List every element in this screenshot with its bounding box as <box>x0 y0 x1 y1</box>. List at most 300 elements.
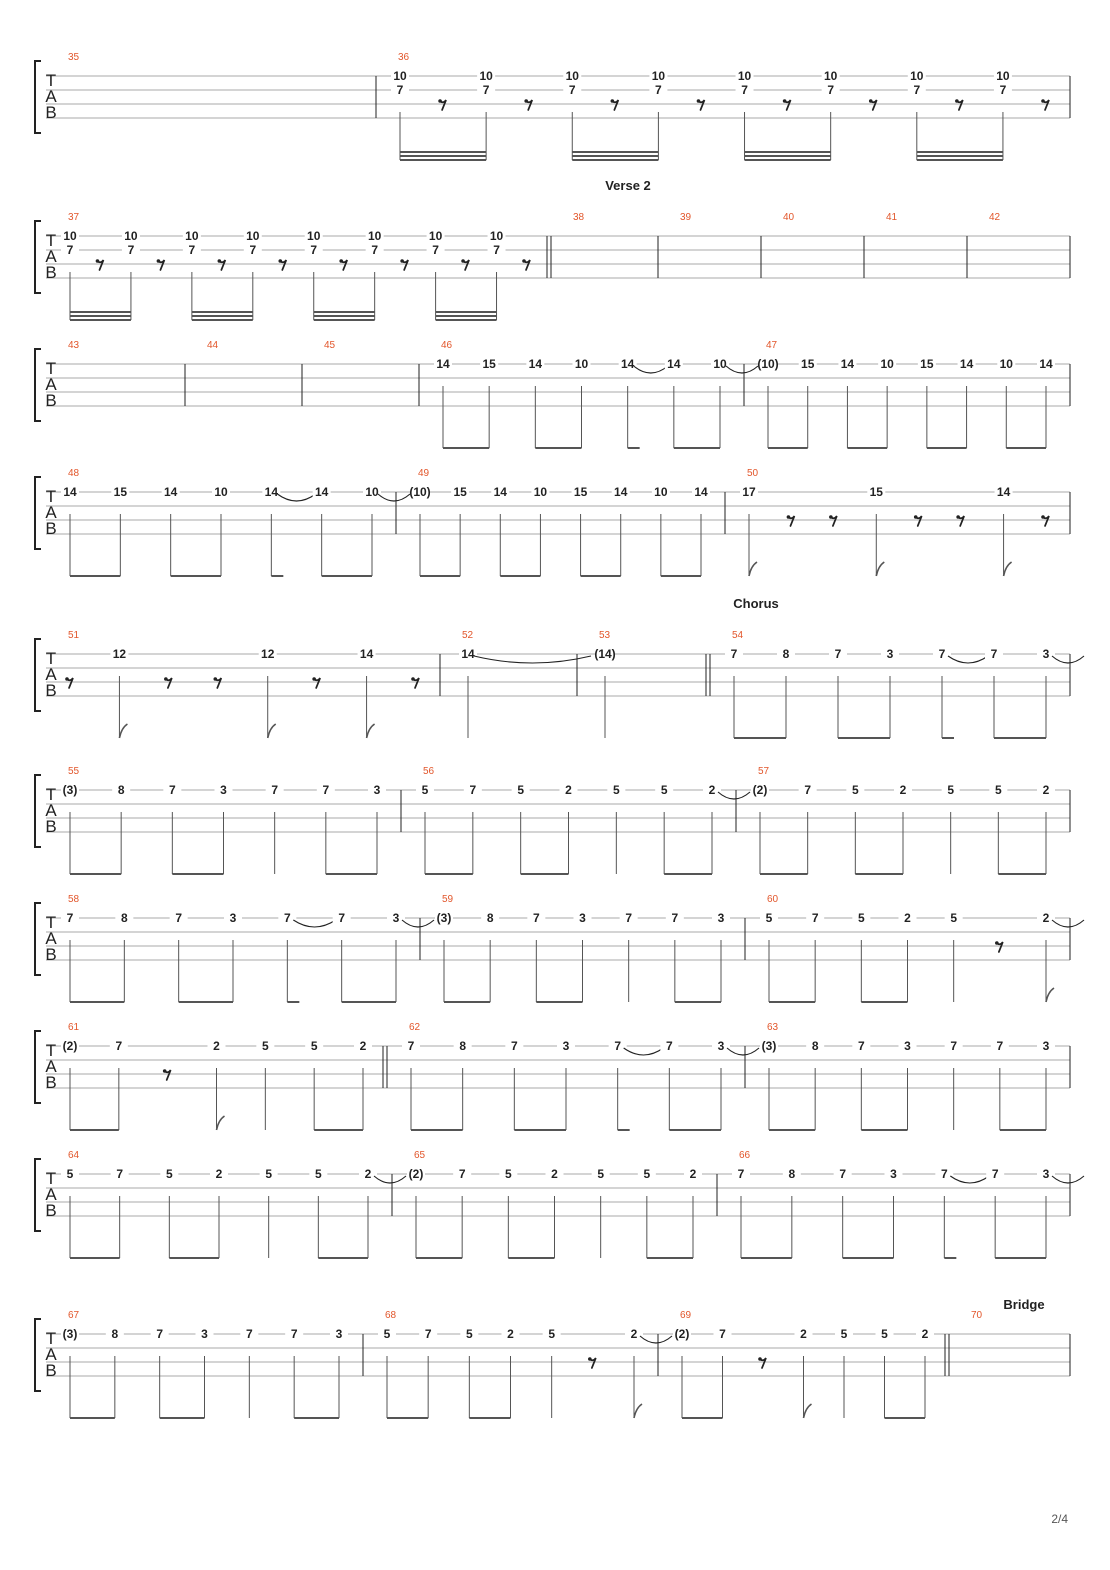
fret-number: 7 <box>469 783 477 797</box>
fret-number: 3 <box>373 783 381 797</box>
fret-number: 10 <box>365 485 379 499</box>
fret-number: 7 <box>730 647 738 661</box>
fret-number: 8 <box>117 783 125 797</box>
fret-number: 14 <box>1039 357 1053 371</box>
fret-number: 5 <box>261 1039 269 1053</box>
system-bracket <box>35 775 41 847</box>
measure-number: 60 <box>767 894 779 905</box>
rest-symbol-dot <box>278 259 282 263</box>
fret-number: 7 <box>115 1039 123 1053</box>
tie-arc <box>402 920 434 927</box>
fret-number: 10 <box>185 229 199 243</box>
fret-number: 3 <box>229 911 237 925</box>
fret-number: 10 <box>565 69 579 83</box>
fret-number: 12 <box>261 647 275 661</box>
rest-symbol-dot <box>611 99 615 103</box>
fret-number: 15 <box>573 485 588 499</box>
tab-clef-letter: A <box>45 1345 57 1364</box>
fret-number: 14 <box>667 357 681 371</box>
fret-number: 5 <box>857 911 865 925</box>
fret-number: 3 <box>562 1039 570 1053</box>
tab-clef-letter: A <box>45 375 57 394</box>
rest-symbol-dot <box>400 259 404 263</box>
tab-clef-letter: T <box>45 785 57 804</box>
measure-number: 67 <box>68 1310 80 1321</box>
fret-number: 2 <box>364 1167 372 1181</box>
fret-number: 3 <box>220 783 227 797</box>
rest-symbol-dot <box>787 515 791 519</box>
fret-number: 7 <box>737 1167 745 1181</box>
fret-number: 5 <box>265 1167 273 1181</box>
tab-clef-letter: A <box>45 503 57 522</box>
tab-clef-letter: T <box>45 1329 57 1348</box>
fret-number: 7 <box>532 911 540 925</box>
fret-number: 3 <box>890 1167 897 1181</box>
fret-number: (2) <box>62 1039 78 1053</box>
fret-number: 15 <box>482 357 496 371</box>
measure-number: 68 <box>385 1310 397 1321</box>
tab-clef-letter: B <box>45 103 57 122</box>
fret-number: 2 <box>904 911 911 925</box>
tab-clef-letter: T <box>45 359 57 378</box>
rest-symbol-dot <box>697 99 701 103</box>
fret-number: (3) <box>761 1039 777 1053</box>
fret-number: 3 <box>904 1039 911 1053</box>
fret-number: (10) <box>757 357 779 371</box>
rest-symbol-dot <box>783 99 787 103</box>
tie-arc <box>1052 1176 1084 1183</box>
fret-number: 2 <box>551 1167 558 1181</box>
fret-number: 3 <box>392 911 400 925</box>
fret-number: 3 <box>1042 647 1050 661</box>
tab-clef-letter: B <box>45 1361 57 1380</box>
tie-arc <box>726 366 758 373</box>
tie-arc <box>718 792 750 799</box>
fret-number: (14) <box>594 647 616 661</box>
fret-number: 7 <box>396 83 404 97</box>
measure-number: 62 <box>409 1022 421 1033</box>
rest-symbol-dot <box>758 1357 762 1361</box>
fret-number: (3) <box>62 1327 78 1341</box>
measure-number: 45 <box>324 340 336 351</box>
fret-number: 7 <box>999 83 1007 97</box>
tie-arc <box>640 1336 672 1343</box>
note-flag <box>367 724 375 738</box>
rest-symbol-dot <box>1041 99 1045 103</box>
fret-number: 3 <box>1042 1039 1050 1053</box>
fret-number: 14 <box>528 357 543 371</box>
fret-number: 14 <box>314 485 329 499</box>
fret-number: 7 <box>741 83 748 97</box>
tab-system <box>35 212 1070 320</box>
fret-number: 15 <box>113 485 128 499</box>
measure-number: 69 <box>680 1310 692 1321</box>
fret-number: 7 <box>625 911 633 925</box>
tab-clef-letter: T <box>45 913 57 932</box>
fret-number: 3 <box>717 911 725 925</box>
fret-number: 5 <box>421 783 429 797</box>
tab-clef-letter: A <box>45 801 57 820</box>
fret-number: 10 <box>489 229 504 243</box>
fret-number: 14 <box>264 485 279 499</box>
fret-number: 2 <box>359 1039 367 1053</box>
tab-clef-letter: A <box>45 87 57 106</box>
rest-symbol-dot <box>163 1069 167 1073</box>
tab-system <box>35 52 1070 160</box>
tab-system <box>35 1310 1070 1418</box>
fret-number: 7 <box>991 1167 999 1181</box>
measure-number: 66 <box>739 1150 751 1161</box>
fret-number: 10 <box>651 69 666 83</box>
fret-number: 7 <box>811 911 819 925</box>
fret-number: 10 <box>713 357 727 371</box>
fret-number: 2 <box>1042 783 1050 797</box>
fret-number: 5 <box>994 783 1002 797</box>
measure-number: 57 <box>758 766 770 777</box>
tab-clef-letter: A <box>45 1057 57 1076</box>
fret-number: 15 <box>453 485 467 499</box>
fret-number: 14 <box>840 357 855 371</box>
fret-number: 7 <box>804 783 812 797</box>
fret-number: 10 <box>214 485 228 499</box>
measure-number: 50 <box>747 468 759 479</box>
fret-number: 2 <box>215 1167 223 1181</box>
fret-number: 7 <box>249 243 257 257</box>
tie-arc <box>293 920 335 927</box>
fret-number: 14 <box>614 485 628 499</box>
measure-number: 64 <box>68 1150 80 1161</box>
tab-system <box>35 630 1084 738</box>
tab-clef-letter: B <box>45 1201 57 1220</box>
fret-number: 5 <box>504 1167 512 1181</box>
tab-clef-letter: B <box>45 945 57 964</box>
page-number: 2/4 <box>1051 1512 1068 1526</box>
rest-symbol-dot <box>157 259 161 263</box>
fret-number: 14 <box>959 357 974 371</box>
measure-number: 54 <box>732 630 744 641</box>
fret-number: 5 <box>660 783 668 797</box>
fret-number: (3) <box>62 783 78 797</box>
measure-number: 48 <box>68 468 80 479</box>
fret-number: 10 <box>654 485 668 499</box>
fret-number: 10 <box>533 485 548 499</box>
fret-number: 10 <box>574 357 589 371</box>
fret-number: 5 <box>950 911 958 925</box>
measure-number: 47 <box>766 340 778 351</box>
fret-number: 7 <box>839 1167 847 1181</box>
fret-number: 10 <box>246 229 260 243</box>
rest-symbol-dot <box>524 99 528 103</box>
system-bracket <box>35 903 41 975</box>
rest-symbol-dot <box>96 259 100 263</box>
fret-number: 7 <box>310 243 318 257</box>
fret-number: (2) <box>674 1327 690 1341</box>
fret-number: (2) <box>408 1167 424 1181</box>
fret-number: 14 <box>63 485 77 499</box>
fret-number: 7 <box>66 243 74 257</box>
system-bracket <box>35 1031 41 1103</box>
fret-number: 7 <box>482 83 490 97</box>
fret-number: 7 <box>338 911 346 925</box>
fret-number: 10 <box>996 69 1010 83</box>
rest-symbol-dot <box>956 515 960 519</box>
fret-number: 7 <box>493 243 500 257</box>
section-bridge: Bridge <box>1003 1297 1045 1312</box>
note-flag <box>749 562 757 576</box>
rest-symbol-dot <box>218 259 222 263</box>
fret-number: 7 <box>127 243 135 257</box>
tab-system <box>35 340 1070 448</box>
measure-number: 65 <box>414 1150 426 1161</box>
fret-number: 15 <box>801 357 815 371</box>
measure-number: 70 <box>971 1310 983 1321</box>
measure-number: 40 <box>783 212 795 223</box>
tab-clef-letter: T <box>45 1169 57 1188</box>
rest-symbol-dot <box>438 99 442 103</box>
tie-arc <box>474 656 591 663</box>
rest-symbol-dot <box>312 677 316 681</box>
tie-arc <box>948 656 988 663</box>
fret-number: 7 <box>458 1167 466 1181</box>
fret-number: 14 <box>620 357 635 371</box>
note-flag <box>1004 562 1012 576</box>
measure-number: 56 <box>423 766 435 777</box>
fret-number: 7 <box>290 1327 298 1341</box>
measure-number: 41 <box>886 212 898 223</box>
measure-number: 58 <box>68 894 80 905</box>
fret-number: 7 <box>188 243 196 257</box>
fret-number: 7 <box>424 1327 432 1341</box>
fret-number: 5 <box>548 1327 556 1341</box>
fret-number: 10 <box>428 229 443 243</box>
measure-number: 38 <box>573 212 585 223</box>
fret-number: 2 <box>507 1327 514 1341</box>
fret-number: 5 <box>465 1327 473 1341</box>
fret-number: 7 <box>568 83 576 97</box>
note-flag <box>1046 988 1054 1002</box>
rest-symbol-dot <box>65 677 69 681</box>
fret-number: 12 <box>112 647 127 661</box>
fret-number: 10 <box>910 69 924 83</box>
fret-number: 7 <box>913 83 921 97</box>
fret-number: 5 <box>165 1167 173 1181</box>
fret-number: 7 <box>371 243 379 257</box>
fret-number: 7 <box>834 647 842 661</box>
fret-number: 10 <box>999 357 1013 371</box>
fret-number: 7 <box>175 911 183 925</box>
note-flag <box>268 724 276 738</box>
tab-clef-letter: A <box>45 1185 57 1204</box>
fret-number: 2 <box>800 1327 807 1341</box>
fret-number: 8 <box>459 1039 467 1053</box>
tab-clef-letter: B <box>45 263 57 282</box>
note-flag <box>804 1404 812 1418</box>
rest-symbol-dot <box>1041 515 1045 519</box>
tie-arc <box>1052 920 1084 927</box>
tie-arc <box>374 1176 406 1183</box>
fret-number: 7 <box>671 911 679 925</box>
tie-arc <box>378 494 410 501</box>
rest-symbol-dot <box>339 259 343 263</box>
rest-symbol-dot <box>914 515 918 519</box>
fret-number: 3 <box>335 1327 343 1341</box>
fret-number: 10 <box>823 69 838 83</box>
measure-number: 46 <box>441 340 453 351</box>
measure-number: 49 <box>418 468 430 479</box>
tab-clef-letter: B <box>45 681 57 700</box>
tab-clef-letter: B <box>45 519 57 538</box>
fret-number: 14 <box>694 485 708 499</box>
tab-system <box>35 468 1070 576</box>
rest-symbol-dot <box>955 99 959 103</box>
fret-number: 7 <box>407 1039 415 1053</box>
fret-number: (10) <box>409 485 431 499</box>
fret-number: 7 <box>719 1327 726 1341</box>
fret-number: 2 <box>899 783 907 797</box>
fret-number: 8 <box>788 1167 796 1181</box>
rest-symbol-dot <box>411 677 415 681</box>
fret-number: (3) <box>436 911 452 925</box>
measure-number: 39 <box>680 212 692 223</box>
fret-number: 10 <box>737 69 752 83</box>
rest-symbol-dot <box>461 259 465 263</box>
fret-number: 7 <box>66 911 74 925</box>
rest-symbol-dot <box>869 99 873 103</box>
fret-number: 5 <box>765 911 773 925</box>
fret-number: 7 <box>510 1039 518 1053</box>
note-flag <box>119 724 127 738</box>
tab-clef-letter: T <box>45 649 57 668</box>
tie-arc <box>624 1048 664 1055</box>
tab-clef-letter: T <box>45 1041 57 1060</box>
fret-number: 7 <box>665 1039 673 1053</box>
fret-number: 7 <box>432 243 439 257</box>
fret-number: 8 <box>782 647 790 661</box>
section-chorus: Chorus <box>733 596 779 611</box>
note-flag <box>876 562 884 576</box>
tab-system <box>35 1022 1070 1130</box>
fret-number: 17 <box>742 485 756 499</box>
fret-number: 5 <box>66 1167 74 1181</box>
system-bracket <box>35 221 41 293</box>
fret-number: 2 <box>708 783 716 797</box>
note-flag <box>634 1404 642 1418</box>
fret-number: 14 <box>493 485 507 499</box>
fret-number: 2 <box>630 1327 638 1341</box>
measure-number: 59 <box>442 894 454 905</box>
fret-number: 2 <box>565 783 572 797</box>
fret-number: 7 <box>990 647 998 661</box>
fret-number: 2 <box>213 1039 220 1053</box>
system-bracket <box>35 1319 41 1391</box>
measure-number: 61 <box>68 1022 80 1033</box>
measure-number: 51 <box>68 630 80 641</box>
fret-number: 5 <box>643 1167 651 1181</box>
fret-number: 5 <box>851 783 859 797</box>
fret-number: 3 <box>886 647 894 661</box>
measure-number: 35 <box>68 52 80 63</box>
fret-number: 3 <box>717 1039 725 1053</box>
fret-number: 14 <box>163 485 178 499</box>
tie-arc <box>727 1048 759 1055</box>
tab-clef-letter: T <box>45 71 57 90</box>
fret-number: 7 <box>938 647 946 661</box>
system-bracket <box>35 1159 41 1231</box>
fret-number: 14 <box>461 647 475 661</box>
fret-number: 10 <box>393 69 407 83</box>
fret-number: 10 <box>63 229 77 243</box>
fret-number: 5 <box>612 783 620 797</box>
tab-system <box>35 766 1070 874</box>
measure-number: 36 <box>398 52 410 63</box>
fret-number: 7 <box>655 83 662 97</box>
system-bracket <box>35 639 41 711</box>
fret-number: 7 <box>322 783 330 797</box>
fret-number: 2 <box>921 1327 929 1341</box>
fret-number: 7 <box>168 783 176 797</box>
fret-number: 8 <box>111 1327 119 1341</box>
fret-number: 7 <box>614 1039 622 1053</box>
measure-number: 52 <box>462 630 474 641</box>
fret-number: 7 <box>156 1327 164 1341</box>
measure-number: 43 <box>68 340 80 351</box>
fret-number: 2 <box>1042 911 1050 925</box>
fret-number: 5 <box>597 1167 605 1181</box>
measure-number: 55 <box>68 766 80 777</box>
system-bracket <box>35 61 41 133</box>
fret-number: 7 <box>996 1039 1004 1053</box>
fret-number: 14 <box>996 485 1011 499</box>
measure-number: 44 <box>207 340 219 351</box>
fret-number: 10 <box>307 229 321 243</box>
fret-number: 3 <box>1042 1167 1050 1181</box>
fret-number: 7 <box>116 1167 124 1181</box>
fret-number: 7 <box>283 911 291 925</box>
fret-number: 10 <box>124 229 138 243</box>
fret-number: 7 <box>857 1039 865 1053</box>
fret-number: 15 <box>920 357 934 371</box>
fret-number: 5 <box>310 1039 318 1053</box>
fret-number: 10 <box>367 229 382 243</box>
rest-symbol-dot <box>588 1357 592 1361</box>
tab-clef-letter: T <box>45 487 57 506</box>
fret-number: 5 <box>840 1327 848 1341</box>
measure-number: 42 <box>989 212 1001 223</box>
system-bracket <box>35 477 41 549</box>
fret-number: 5 <box>947 783 955 797</box>
fret-number: 14 <box>359 647 374 661</box>
fret-number: 8 <box>120 911 128 925</box>
fret-number: 5 <box>517 783 525 797</box>
fret-number: 15 <box>869 485 883 499</box>
rest-symbol-dot <box>213 677 217 681</box>
note-flag <box>217 1116 225 1130</box>
fret-number: 3 <box>579 911 586 925</box>
rest-symbol-dot <box>522 259 526 263</box>
rest-symbol-dot <box>995 941 999 945</box>
fret-number: 10 <box>479 69 493 83</box>
rest-symbol-dot <box>164 677 168 681</box>
fret-number: 14 <box>436 357 450 371</box>
fret-number: 5 <box>881 1327 888 1341</box>
fret-number: 7 <box>271 783 279 797</box>
fret-number: 8 <box>486 911 494 925</box>
fret-number: (2) <box>752 783 768 797</box>
tie-arc <box>277 494 315 501</box>
tab-clef-letter: A <box>45 247 57 266</box>
fret-number: 7 <box>950 1039 958 1053</box>
rest-symbol-dot <box>829 515 833 519</box>
